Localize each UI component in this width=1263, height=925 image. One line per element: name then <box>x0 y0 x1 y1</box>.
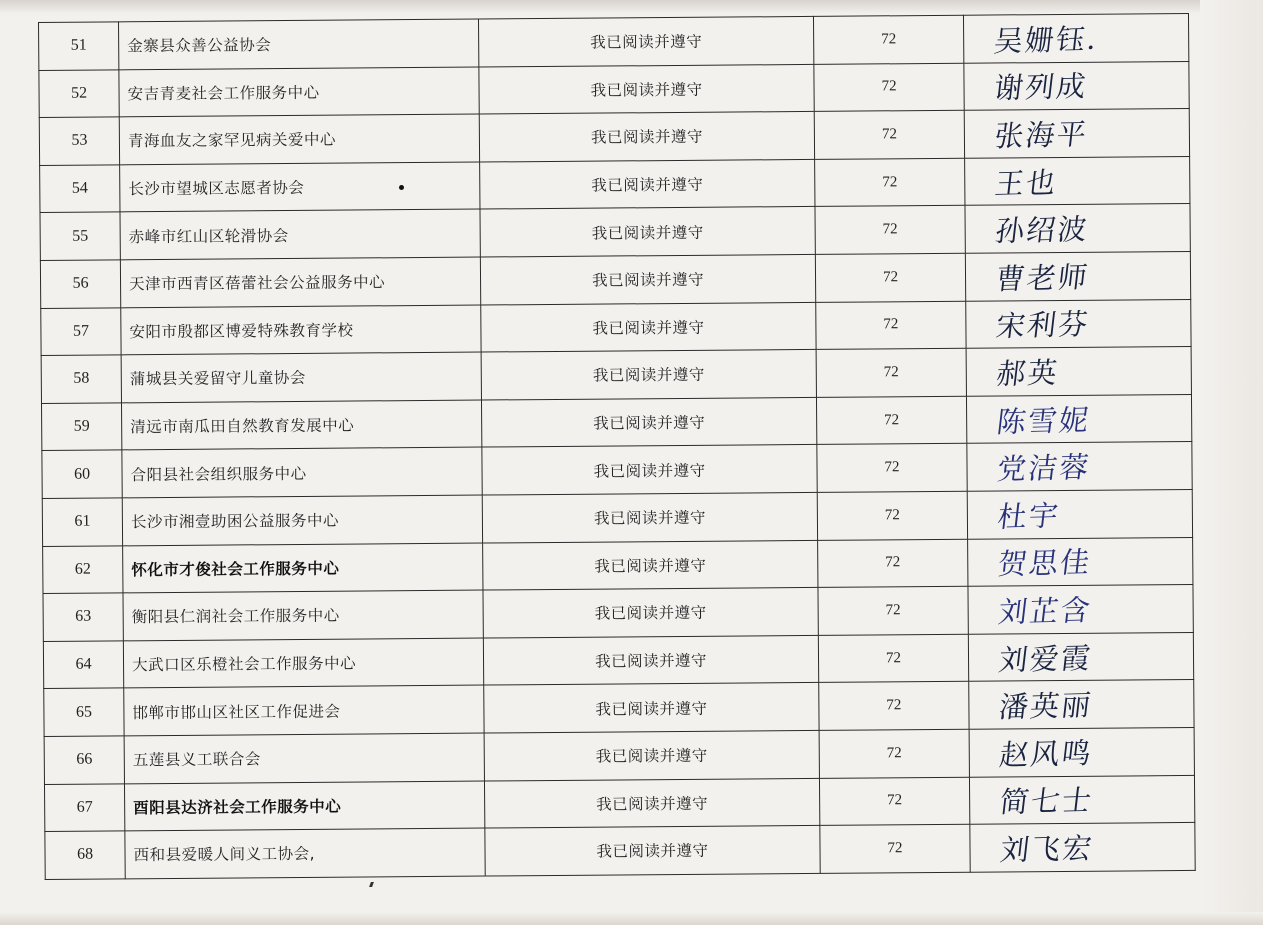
signature-cell <box>968 537 1193 586</box>
organization-name: 长沙市湘壹助困公益服务中心 <box>122 495 482 545</box>
organization-name: 赤峰市红山区轮滑协会 <box>120 209 480 259</box>
organization-name: 安吉青麦社会工作服务中心 <box>119 67 479 117</box>
row-number: 64 <box>43 641 123 689</box>
row-number: 68 <box>45 831 125 879</box>
pledge-status: 我已阅读并遵守 <box>482 492 817 542</box>
score-value: 72 <box>818 539 968 588</box>
handwritten-signature: 张海平 <box>992 116 1090 154</box>
handwritten-signature: 王也 <box>993 165 1060 201</box>
signature-cell <box>967 442 1192 491</box>
row-number: 62 <box>43 545 123 593</box>
handwritten-signature: 孙绍波 <box>993 212 1091 249</box>
score-value: 72 <box>819 729 969 778</box>
organization-name: 大武口区乐橙社会工作服务中心 <box>123 638 483 688</box>
row-number: 60 <box>42 450 122 498</box>
pledge-status: 我已阅读并遵守 <box>483 635 818 685</box>
signature-cell <box>966 299 1191 348</box>
signature-cell <box>965 251 1190 300</box>
row-number: 59 <box>41 403 121 451</box>
pledge-status: 我已阅读并遵守 <box>479 112 814 162</box>
pledge-status: 我已阅读并遵守 <box>478 16 813 66</box>
signature-cell <box>966 394 1191 443</box>
score-value: 72 <box>814 63 964 112</box>
score-value: 72 <box>815 158 965 207</box>
signature-cell <box>969 775 1194 824</box>
organization-name: 长沙市望城区志愿者协会 <box>120 162 480 212</box>
organization-name: 清远市南瓜田自然教育发展中心 <box>121 400 481 450</box>
score-value: 72 <box>818 634 968 683</box>
handwritten-signature: 郝英 <box>994 355 1061 391</box>
pledge-status: 我已阅读并遵守 <box>482 445 817 495</box>
pledge-status: 我已阅读并遵守 <box>481 302 816 352</box>
organization-name: 合阳县社会组织服务中心 <box>122 447 482 497</box>
handwritten-signature: 谢列成 <box>992 69 1090 106</box>
signature-cell <box>969 680 1194 729</box>
signature-cell <box>964 61 1189 110</box>
handwritten-signature: 刘飞宏 <box>998 830 1096 868</box>
row-number: 55 <box>40 212 120 260</box>
score-value: 72 <box>817 444 967 493</box>
signature-cell <box>968 632 1193 681</box>
pledge-status: 我已阅读并遵守 <box>485 825 820 875</box>
score-value: 72 <box>815 206 965 255</box>
row-number: 66 <box>44 736 124 784</box>
table-row <box>45 823 1195 880</box>
handwritten-signature: 赵风鸣 <box>997 735 1095 772</box>
score-value: 72 <box>819 777 969 826</box>
handwritten-signature: 刘芷含 <box>996 592 1094 630</box>
row-number: 57 <box>41 307 121 355</box>
organization-name: 安阳市殷都区博爱特殊教育学校 <box>121 305 481 355</box>
row-number: 53 <box>39 117 119 165</box>
row-number: 67 <box>44 783 124 831</box>
score-value: 72 <box>816 301 966 350</box>
score-value: 72 <box>817 491 967 540</box>
organization-name: 青海血友之家罕见病关爱中心 <box>119 114 479 164</box>
signature-cell <box>964 109 1189 158</box>
score-value: 72 <box>815 253 965 302</box>
pledge-table-wrapper <box>38 13 1195 912</box>
signature-cell <box>970 823 1195 872</box>
signature-cell <box>963 13 1188 62</box>
score-value: 72 <box>816 396 966 445</box>
organization-name: 怀化市才俊社会工作服务中心 <box>123 543 483 593</box>
pledge-status: 我已阅读并遵守 <box>480 159 815 209</box>
handwritten-signature: 党洁蓉 <box>995 450 1093 487</box>
score-value: 72 <box>814 110 964 159</box>
organization-name: 金寨县众善公益协会 <box>119 19 479 69</box>
handwritten-signature: 宋利芬 <box>994 307 1092 344</box>
pledge-status: 我已阅读并遵守 <box>479 64 814 114</box>
pledge-status: 我已阅读并遵守 <box>484 683 819 733</box>
pledge-status: 我已阅读并遵守 <box>481 350 816 400</box>
pledge-status: 我已阅读并遵守 <box>481 397 816 447</box>
handwritten-signature: 曹老师 <box>993 259 1091 297</box>
row-number: 61 <box>42 498 122 546</box>
page-top-shadow <box>0 0 1263 14</box>
row-number: 54 <box>40 165 120 213</box>
signature-cell <box>967 489 1192 538</box>
score-value: 72 <box>813 15 963 64</box>
handwritten-signature: 吴姗钰. <box>991 21 1101 59</box>
organization-name: 邯郸市邯山区社区工作促进会 <box>124 685 484 735</box>
organization-name: 蒲城县关爱留守儿童协会 <box>121 352 481 402</box>
organization-name: 衡阳县仁润社会工作服务中心 <box>123 590 483 640</box>
handwritten-signature: 简七士 <box>997 783 1096 820</box>
score-value: 72 <box>820 824 970 873</box>
handwritten-signature: 陈雪妮 <box>994 402 1093 439</box>
ink-dot <box>399 185 404 190</box>
pledge-status: 我已阅读并遵守 <box>483 540 818 590</box>
pledge-status: 我已阅读并遵守 <box>480 207 815 257</box>
pledge-status: 我已阅读并遵守 <box>480 254 815 304</box>
pledge-signature-table <box>38 13 1196 880</box>
row-number: 56 <box>40 260 120 308</box>
signature-cell <box>966 347 1191 396</box>
handwritten-signature: 贺思佳 <box>996 545 1094 582</box>
signature-cell <box>965 204 1190 253</box>
row-number: 52 <box>39 69 119 117</box>
handwritten-signature: 杜宇 <box>995 498 1062 534</box>
organization-name: 酉阳县达济社会工作服务中心 <box>124 781 484 831</box>
row-number: 58 <box>41 355 121 403</box>
pledge-status: 我已阅读并遵守 <box>483 588 818 638</box>
score-value: 72 <box>819 682 969 731</box>
signature-cell <box>969 727 1194 776</box>
row-number: 63 <box>43 593 123 641</box>
pledge-status: 我已阅读并遵守 <box>484 778 819 828</box>
handwritten-signature: 刘爱霞 <box>996 640 1094 677</box>
signature-cell <box>965 156 1190 205</box>
organization-name: 天津市西青区蓓蕾社会公益服务中心 <box>120 257 480 307</box>
organization-name: 五莲县义工联合会 <box>124 733 484 783</box>
page-right-margin <box>1200 0 1263 925</box>
signature-cell <box>968 585 1193 634</box>
row-number: 51 <box>39 22 119 70</box>
pledge-status: 我已阅读并遵守 <box>484 730 819 780</box>
row-number: 65 <box>44 688 124 736</box>
organization-name: 西和县爱暖人间义工协会, <box>125 828 485 878</box>
score-value: 72 <box>818 586 968 635</box>
handwritten-signature: 潘英丽 <box>997 688 1095 725</box>
table-body <box>39 13 1196 879</box>
page-bottom-shadow <box>0 912 1263 925</box>
score-value: 72 <box>816 348 966 397</box>
